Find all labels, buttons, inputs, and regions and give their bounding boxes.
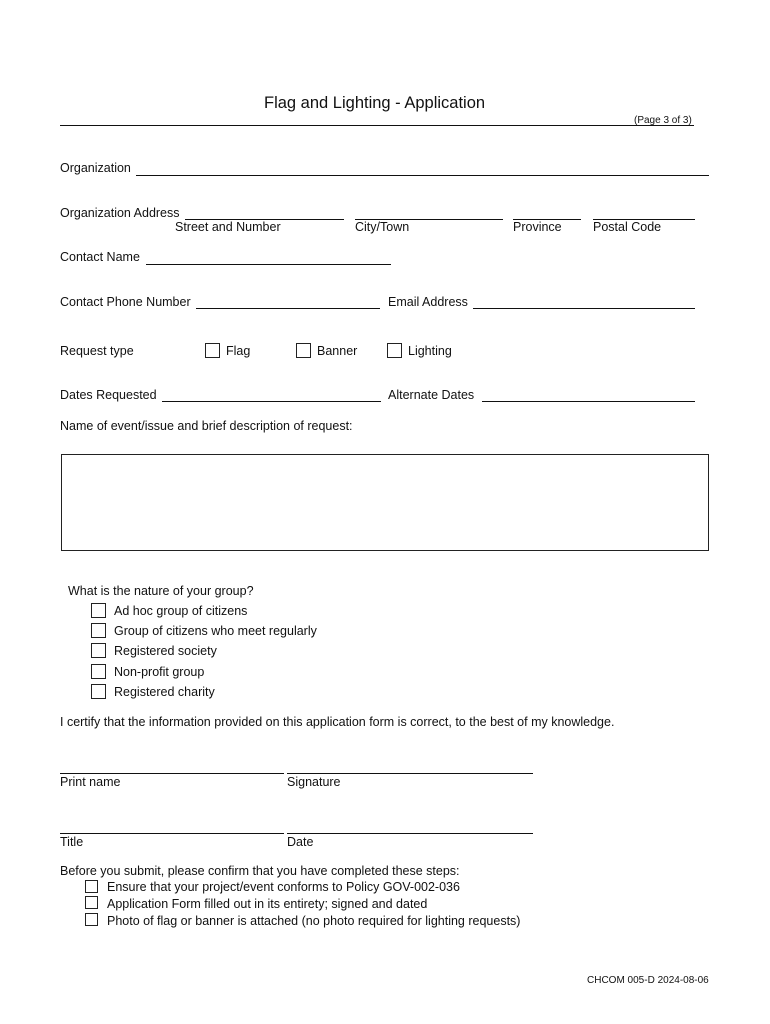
contact-name-label: Contact Name bbox=[60, 250, 140, 264]
group-nature-question: What is the nature of your group? bbox=[68, 584, 254, 598]
contact-phone-label: Contact Phone Number bbox=[60, 295, 191, 309]
print-name-caption: Print name bbox=[60, 775, 121, 789]
form-complete-checkbox[interactable] bbox=[85, 896, 98, 909]
description-prompt: Name of event/issue and brief description of request: bbox=[60, 419, 353, 433]
contact-phone-field[interactable] bbox=[196, 294, 380, 309]
ad-hoc-label: Ad hoc group of citizens bbox=[114, 604, 248, 618]
lighting-option-label: Lighting bbox=[408, 344, 452, 358]
date-caption: Date bbox=[287, 835, 314, 849]
form-complete-checklist-item: Application Form filled out in its entirety; signed and dated bbox=[107, 897, 428, 911]
city-caption: City/Town bbox=[355, 220, 410, 234]
organization-label: Organization bbox=[60, 161, 131, 175]
street-field[interactable] bbox=[185, 205, 344, 220]
alternate-dates-label: Alternate Dates bbox=[388, 388, 475, 402]
date-field[interactable] bbox=[287, 819, 533, 834]
banner-option-label: Banner bbox=[317, 344, 358, 358]
flag-checkbox[interactable] bbox=[205, 343, 220, 358]
dates-requested-field[interactable] bbox=[162, 387, 381, 402]
contact-name-field[interactable] bbox=[146, 250, 391, 265]
form-code: CHCOM 005-D 2024-08-06 bbox=[587, 975, 709, 986]
photo-attached-checkbox[interactable] bbox=[85, 913, 98, 926]
policy-checkbox[interactable] bbox=[85, 880, 98, 893]
postal-code-field[interactable] bbox=[593, 205, 695, 220]
province-field[interactable] bbox=[513, 205, 581, 220]
registered-charity-checkbox[interactable] bbox=[91, 684, 106, 699]
signature-caption: Signature bbox=[287, 775, 341, 789]
title-field[interactable] bbox=[60, 819, 284, 834]
print-name-field[interactable] bbox=[60, 759, 284, 774]
postal-code-caption: Postal Code bbox=[593, 220, 662, 234]
dates-requested-label: Dates Requested bbox=[60, 388, 157, 402]
title-divider bbox=[60, 125, 694, 126]
photo-attached-checklist-item: Photo of flag or banner is attached (no photo required for lighting requests) bbox=[107, 914, 521, 928]
email-field[interactable] bbox=[473, 294, 695, 309]
registered-society-checkbox[interactable] bbox=[91, 643, 106, 658]
registered-society-label: Registered society bbox=[114, 644, 217, 658]
province-caption: Province bbox=[513, 220, 562, 234]
non-profit-checkbox[interactable] bbox=[91, 664, 106, 679]
page-title: Flag and Lighting - Application bbox=[264, 94, 486, 112]
lighting-checkbox[interactable] bbox=[387, 343, 402, 358]
page-indicator: (Page 3 of 3) bbox=[634, 115, 692, 126]
request-type-label: Request type bbox=[60, 344, 134, 358]
city-field[interactable] bbox=[355, 205, 503, 220]
organization-address-label: Organization Address bbox=[60, 206, 180, 220]
alternate-dates-field[interactable] bbox=[482, 387, 695, 402]
policy-checklist-item: Ensure that your project/event conforms to Policy GOV-002-036 bbox=[107, 880, 460, 894]
banner-checkbox[interactable] bbox=[296, 343, 311, 358]
non-profit-label: Non-profit group bbox=[114, 665, 205, 679]
organization-field[interactable] bbox=[136, 161, 709, 176]
signature-field[interactable] bbox=[287, 759, 533, 774]
title-caption: Title bbox=[60, 835, 84, 849]
checklist-intro: Before you submit, please confirm that you have completed these steps: bbox=[60, 864, 460, 878]
certify-statement: I certify that the information provided on this application form is correct, to the best of my knowledge. bbox=[60, 715, 615, 729]
meet-regularly-checkbox[interactable] bbox=[91, 623, 106, 638]
street-caption: Street and Number bbox=[175, 220, 281, 234]
description-textarea[interactable] bbox=[61, 454, 709, 551]
email-label: Email Address bbox=[388, 295, 468, 309]
flag-option-label: Flag bbox=[226, 344, 251, 358]
registered-charity-label: Registered charity bbox=[114, 685, 215, 699]
meet-regularly-label: Group of citizens who meet regularly bbox=[114, 624, 317, 638]
ad-hoc-checkbox[interactable] bbox=[91, 603, 106, 618]
